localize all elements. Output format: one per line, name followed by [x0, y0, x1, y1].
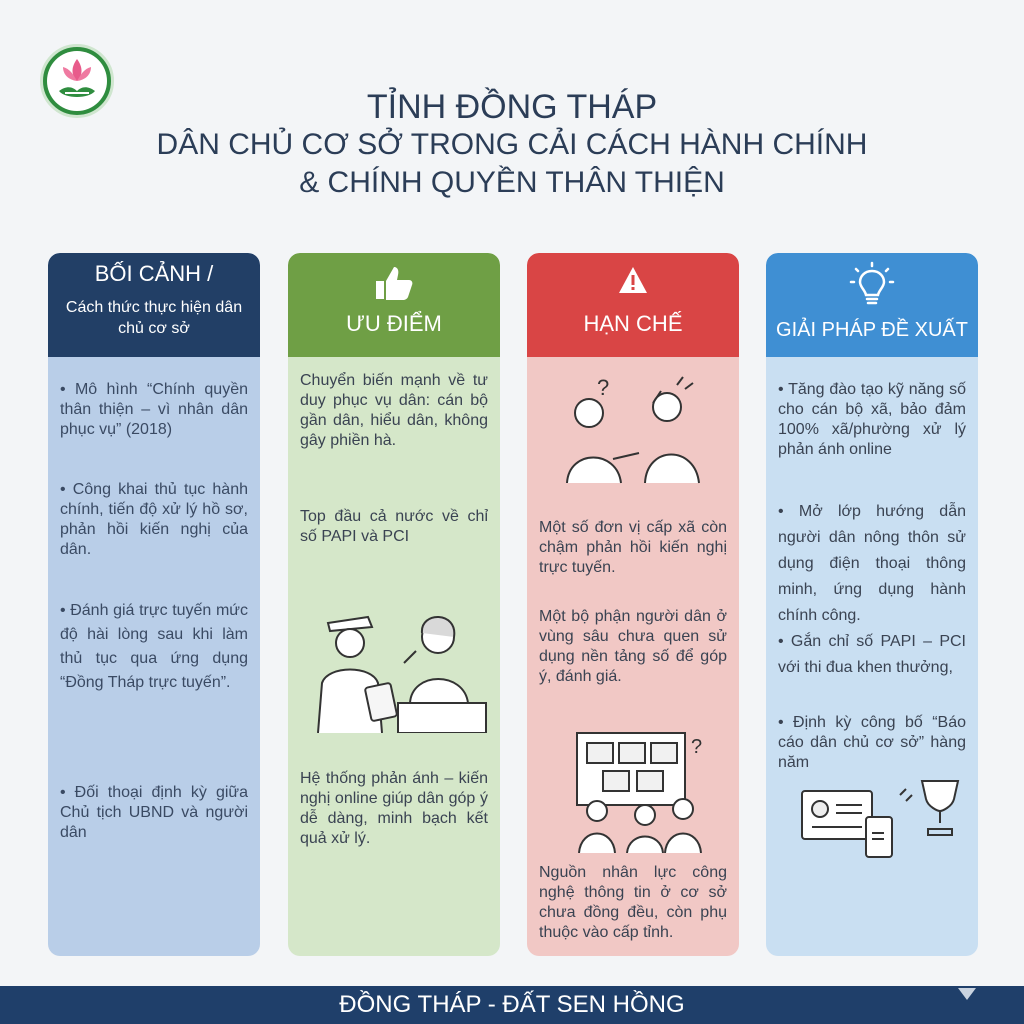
limitations-item-1: Một số đơn vị cấp xã còn chậm phản hồi kiến nghị trực tuyến. [539, 519, 727, 576]
context-item-4: • Đối thoại định kỳ giữa Chủ tịch UBND và người dân [60, 784, 248, 841]
strengths-item-2: Top đầu cả nước về chỉ số PAPI và PCI [300, 508, 488, 545]
warning-icon [617, 265, 649, 295]
confused-people-illustration [557, 373, 717, 493]
footer-banner: ĐỒNG THÁP - ĐẤT SEN HỒNG [0, 986, 1024, 1024]
column-context-title: BỐI CẢNH / [94, 261, 214, 286]
solutions-item-2: • Mở lớp hướng dẫn người dân nông thôn sử dụng điện thoại thông minh, ứng dụng hành chính công. [778, 503, 966, 624]
column-context-subtitle: Cách thức thực hiện dân chủ cơ sở [65, 299, 243, 337]
column-limitations-title: HẠN CHẾ [583, 311, 683, 336]
notice-board-illustration [567, 723, 717, 853]
column-context [48, 253, 260, 956]
thumbs-up-icon [374, 263, 414, 303]
officer-and-citizen-illustration [308, 593, 488, 733]
strengths-item-3: Hệ thống phản ánh – kiến nghị online giúp dân góp ý dễ dàng, minh bạch kết quả xử lý. [300, 770, 488, 847]
column-solutions-header [766, 253, 978, 357]
lightbulb-icon [848, 261, 896, 309]
solutions-item-3: • Gắn chỉ số PAPI – PCI với thi đua khen thưởng, [778, 633, 966, 676]
column-solutions [766, 253, 978, 956]
context-item-1: • Mô hình “Chính quyền thân thiện – vì nhân dân phục vụ” (2018) [60, 381, 248, 438]
column-limitations [527, 253, 739, 956]
column-limitations-header [527, 253, 739, 357]
column-strengths-header [288, 253, 500, 357]
strengths-item-1: Chuyển biến mạnh về tư duy phục vụ dân: cán bộ gần dân, hiểu dân, không gây phiền hà. [300, 372, 488, 449]
column-solutions-title: GIẢI PHÁP ĐỀ XUẤT [776, 319, 968, 341]
context-item-3: • Đánh giá trực tuyến mức độ hài lòng sau khi làm thủ tục qua ứng dụng “Đồng Tháp trực tuyến”. [60, 602, 248, 691]
column-context-header [48, 253, 260, 357]
title-line-2: DÂN CHỦ CƠ SỞ TRONG CẢI CÁCH HÀNH CHÍNH [156, 128, 868, 161]
solutions-item-1: • Tăng đào tạo kỹ năng số cho cán bộ xã, bảo đảm 100% xã/phường xử lý phản ánh online [778, 381, 966, 458]
title-line-1: TỈNH ĐỒNG THÁP [366, 88, 658, 126]
column-strengths-title: ƯU ĐIỂM [346, 311, 442, 336]
report-and-trophy-illustration [792, 773, 972, 873]
title-line-3: & CHÍNH QUYỀN THÂN THIỆN [299, 166, 725, 199]
column-strengths [288, 253, 500, 956]
limitations-item-2: Một bộ phận người dân ở vùng sâu chưa quen sử dụng nền tảng số để góp ý, đánh giá. [539, 608, 727, 685]
context-item-2: • Công khai thủ tục hành chính, tiến độ xử lý hồ sơ, phản hồi kiến nghị của dân. [60, 481, 248, 558]
solutions-item-4: • Định kỳ công bố “Báo cáo dân chủ cơ sở” hàng năm [778, 714, 966, 771]
svg-text:?: ? [691, 736, 703, 758]
chevron-down-icon [958, 988, 976, 1000]
svg-text:?: ? [597, 375, 610, 400]
limitations-item-3: Nguồn nhân lực công nghệ thông tin ở cơ sở chưa đồng đều, còn phụ thuộc vào cấp tỉnh. [539, 864, 727, 941]
